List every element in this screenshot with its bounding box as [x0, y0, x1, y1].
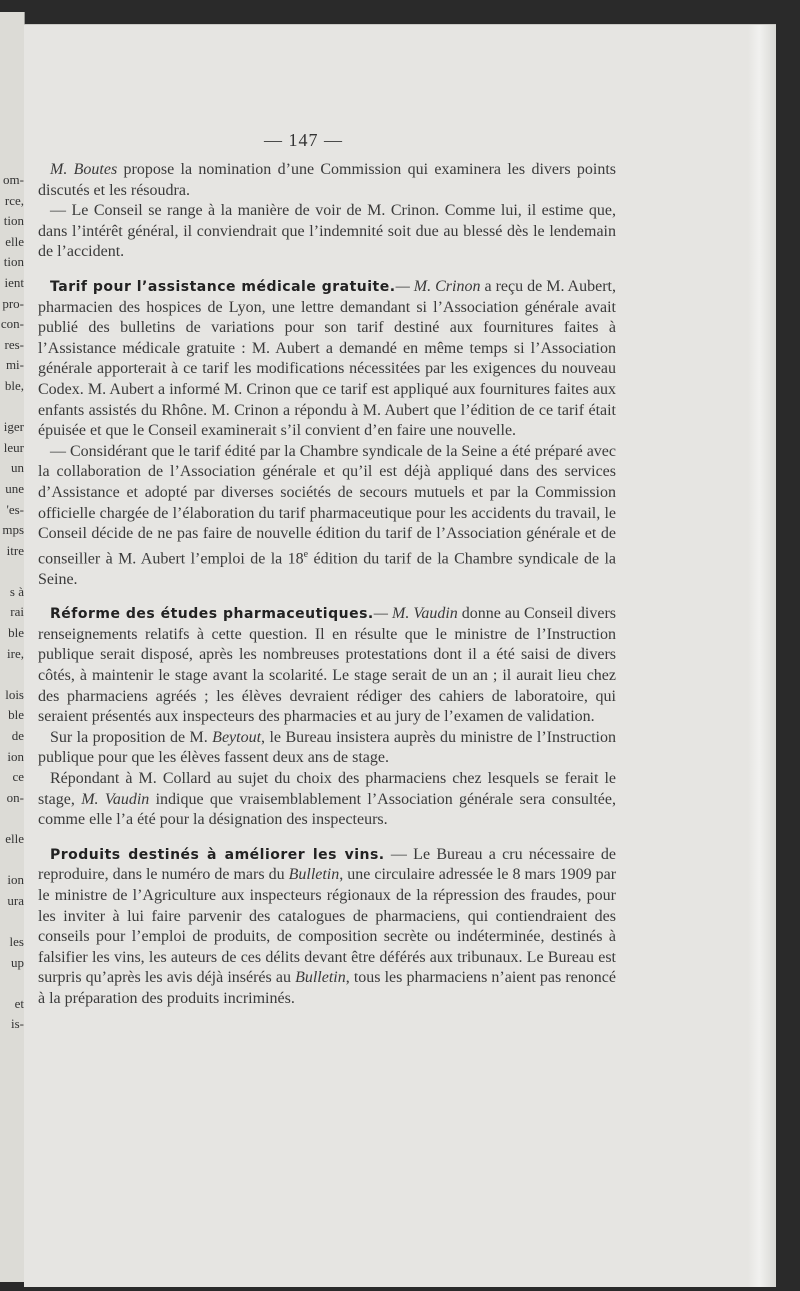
- margin-fragment: pro-: [2, 295, 24, 311]
- margin-fragment: ce: [12, 769, 24, 785]
- section-tarif: Tarif pour l’assistance médicale gratuite.— M. Crinon a reçu de M. Aubert, pharmacien des hospices de Lyon, une lettre demandant si l’Association générale avait publié des bulletins de variations pour son tarif destiné aux fournitures faites à l’Assistance médicale gratuite : M. Aubert a demandé en même temps si l’Association générale apporterait à ce tarif les modifications nécessitées par les exigences du nouveau Codex. M. Aubert a informé M. Crinon que ce tarif est appliqué aux fournitures faites aux enfants assistés du Rhône. M. Crinon a répondu à M. Aubert que l’édition de ce tarif était épuisée et que le Conseil examinerait s’il convient d’en faire une nouvelle.: [38, 277, 616, 440]
- margin-fragment: rai: [10, 604, 24, 620]
- margin-fragment: elle: [5, 233, 24, 249]
- adjacent-page: [0, 12, 25, 1282]
- margin-fragment: et: [14, 995, 24, 1011]
- margin-fragment: tion: [3, 213, 24, 229]
- section-heading-tarif: Tarif pour l’assistance médicale gratuite.: [50, 278, 396, 295]
- section-reforme: Réforme des études pharmaceutiques.— M. Vaudin donne au Conseil divers renseignements relatifs à cette question. Il en résulte que le ministre de l’Instruction publique serait disposé, après les nombreuses protestations dont il a été saisi de divers côtés, à maintenir le stage avant la scolarité. Le stage serait de un an ; il aurait lieu chez des pharmaciens agréés ; les élèves devraient rédiger des cahiers de laboratoire, qui seraient présentés aux inspecteurs des pharmacies et au jury de l’examen de validation.: [38, 605, 617, 726]
- margin-fragment: tion: [3, 254, 24, 270]
- margin-fragment: ion: [7, 872, 24, 888]
- margin-fragment: om-: [3, 172, 24, 187]
- margin-fragment: [0, 561, 24, 582]
- section-heading-produits: Produits destinés à améliorer les vins.: [50, 846, 385, 863]
- section-produits: Produits destinés à améliorer les vins. — Le Bureau a cru nécessaire de reproduire, dans le numéro de mars du Bulletin, une circulaire adressée le 8 mars 1909 par le ministre de l’Agriculture aux inspecteurs régionaux de la répression des fraudes, pour les inviter à lui faire parvenir des catalogues de pharmaciens, qui contiendraient des conseils pour l’emploi de produits, de composition secrète ou indéterminée, destinés à falsifier les vins, les auteurs de ces délits devant être déférés aux tribunaux. Le Bureau est surpris qu’après les avis déjà insérés au Bulletin, tous les pharmaciens n’aient pas renoncé à la préparation des produits incriminés.: [38, 845, 617, 1007]
- section-heading-reforme: Réforme des études pharmaceutiques.: [50, 606, 374, 623]
- margin-fragment: ble: [8, 625, 24, 641]
- margin-fragment: un: [11, 460, 24, 476]
- margin-fragment: ble,: [4, 377, 24, 393]
- margin-fragment: lois: [5, 686, 24, 702]
- margin-fragment: is-: [11, 1016, 24, 1032]
- paragraph-boutes: M. Boutes propose la nomination d’une Commission qui examinera les divers points discutés et les résoudra.: [38, 161, 617, 199]
- margin-fragment: ura: [7, 892, 24, 908]
- page-edge: [748, 25, 776, 1287]
- margin-fragment: [0, 911, 24, 932]
- margin-fragment: res-: [4, 336, 24, 352]
- speaker-name: M. Boutes: [50, 161, 118, 178]
- margin-fragment: itre: [6, 542, 24, 558]
- paragraph-collard: Répondant à M. Collard au sujet du choix des pharmaciens chez lesquels se ferait le stage, M. Vaudin indique que vraisemblablement l’Association générale sera consultée, comme elle l’a été pour la désignation des inspecteurs.: [38, 769, 617, 829]
- margin-fragment: une: [5, 480, 24, 496]
- margin-fragment: leur: [3, 439, 24, 455]
- margin-fragment: [0, 973, 24, 994]
- margin-fragment: iger: [3, 419, 24, 435]
- margin-fragment: 'es-: [6, 501, 24, 517]
- margin-fragment: [0, 850, 24, 871]
- adjacent-page-margin-text: [0, 170, 24, 1035]
- page-number: — 147 —: [264, 130, 343, 150]
- page-body: [38, 160, 616, 1009]
- margin-fragment: [0, 664, 24, 685]
- margin-fragment: [0, 397, 24, 418]
- paragraph-beytout: Sur la proposition de M. Beytout, le Bureau insistera auprès du ministre de l’Instruction publique pour que les élèves fassent deux ans de stage.: [38, 728, 616, 767]
- margin-fragment: ire,: [7, 645, 24, 661]
- margin-fragment: les: [9, 933, 24, 949]
- paragraph-considerant: — Considérant que le tarif édité par la Chambre syndicale de la Seine a été préparé avec la collaboration de l’Association générale et qu’il est déjà appliqué dans des services d’Assistance et adopté par diverses sociétés de secours mutuels et par la Commission officielle chargée de l’élaboration du tarif pharmaceutique pour les accidents du travail, le Conseil décide de ne pas faire de nouvelle édition du tarif de l’Association générale et de conseiller à M. Aubert l’emploi de la 18e édition du tarif de la Chambre syndicale de la Seine.: [38, 442, 616, 588]
- margin-fragment: ble: [8, 707, 24, 723]
- margin-fragment: ient: [4, 274, 24, 290]
- margin-fragment: ion: [7, 748, 24, 764]
- paragraph-conseil: — Le Conseil se range à la manière de voir de M. Crinon. Comme lui, il estime que, dans l’intérêt général, il conviendrait que l’indemnité soit due au blessé dès le lendemain de l’accident.: [38, 202, 616, 261]
- margin-fragment: de: [11, 728, 24, 744]
- margin-fragment: elle: [5, 831, 24, 846]
- margin-fragment: mi-: [5, 357, 24, 373]
- margin-fragment: up: [11, 954, 24, 970]
- margin-fragment: [0, 808, 24, 829]
- margin-fragment: con-: [0, 316, 24, 332]
- margin-fragment: mps: [2, 522, 24, 538]
- margin-fragment: rce,: [4, 192, 24, 208]
- margin-fragment: on-: [6, 789, 24, 805]
- margin-fragment: s à: [9, 583, 24, 599]
